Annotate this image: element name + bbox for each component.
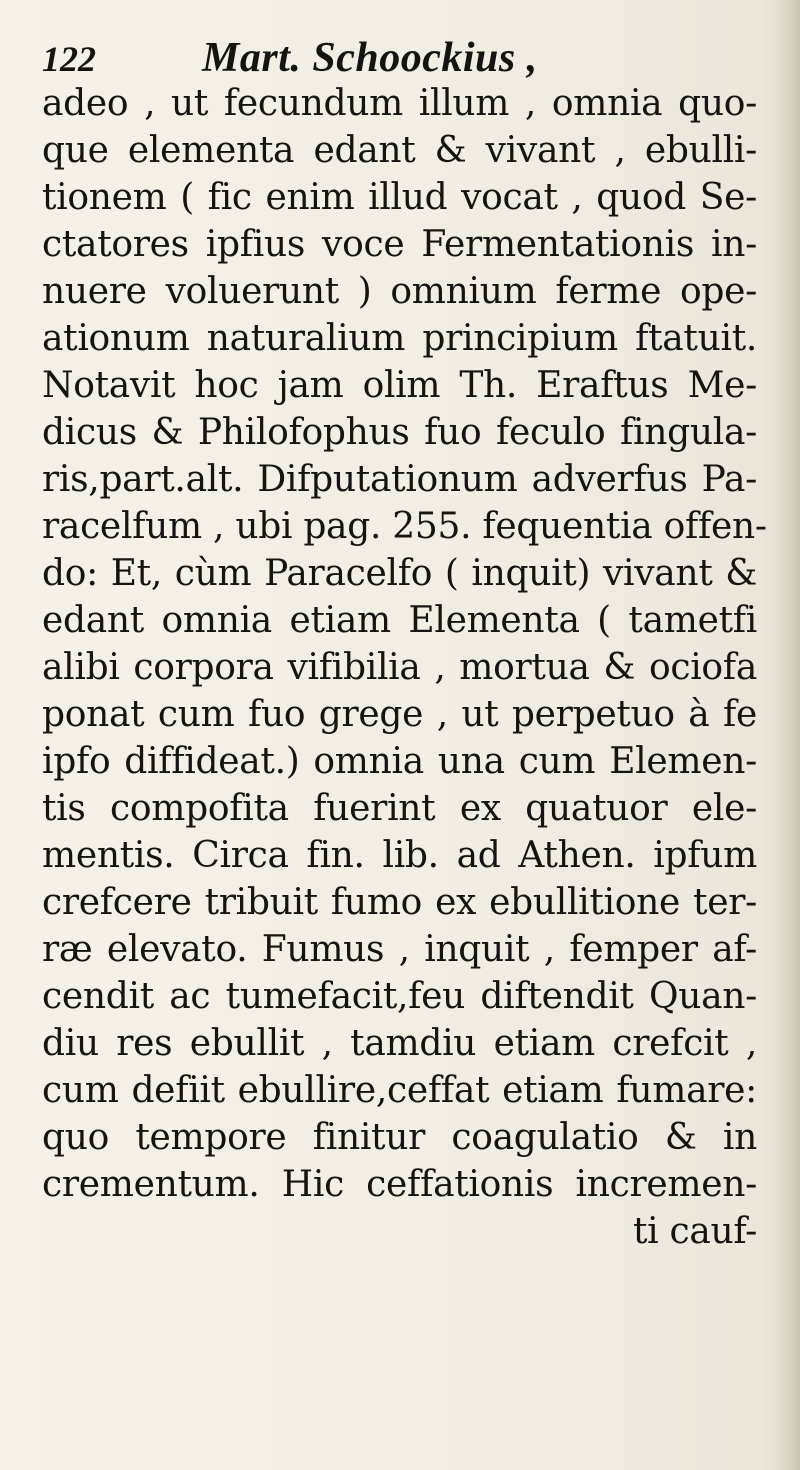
- text-line: racelfum , ubi pag. 255. fequentia offen-: [42, 506, 767, 547]
- text-line: diu res ebullit , tamdiu etiam crefcit ,: [42, 1023, 757, 1064]
- text-line: ræ elevato. Fumus , inquit , femper af-: [42, 929, 757, 970]
- text-line: do: Et, cùm Paracelfo ( inquit) vivant &: [42, 553, 757, 594]
- text-line: crementum. Hic ceffationis incremen-: [42, 1164, 757, 1205]
- page-edge-shadow: [774, 0, 800, 1470]
- text-line: adeo , ut fecundum illum , omnia quo-: [42, 83, 757, 124]
- text-line: cum defiit ebullire,ceffat etiam fumare:: [42, 1070, 757, 1111]
- text-line: alibi corpora vifibilia , mortua & ociofa: [42, 647, 757, 688]
- text-line: edant omnia etiam Elementa ( tametfi: [42, 600, 757, 641]
- text-line: que elementa edant & vivant , ebulli-: [42, 130, 757, 171]
- text-line: mentis. Circa fin. lib. ad Athen. ipfum: [42, 835, 757, 876]
- text-line: ris,part.alt. Difputationum adverfus Pa-: [42, 459, 757, 500]
- body-text: [42, 80, 767, 1255]
- text-line: crefcere tribuit fumo ex ebullitione ter-: [42, 882, 757, 923]
- text-line: ctatores ipfius voce Fermentationis in-: [42, 224, 757, 265]
- text-line: cendit ac tumefacit,feu diftendit Quan-: [42, 976, 757, 1017]
- text-line: ationum naturalium principium ftatuit.: [42, 318, 757, 359]
- text-line: Notavit hoc jam olim Th. Eraftus Me-: [42, 365, 757, 406]
- text-line: dicus & Philofophus fuo feculo fingula-: [42, 412, 757, 453]
- page-number: 122: [42, 39, 96, 79]
- text-line: quo tempore finitur coagulatio & in: [42, 1117, 757, 1158]
- text-line: ponat cum fuo grege , ut perpetuo à fe: [42, 694, 757, 735]
- text-line: tionem ( fic enim illud vocat , quod Se-: [42, 177, 757, 218]
- text-line: ipfo diffideat.) omnia una cum Elemen-: [42, 741, 757, 782]
- running-head: Mart. Schoockius ,: [202, 35, 538, 81]
- text-line: tis compofita fuerint ex quatuor ele-: [42, 788, 757, 829]
- catchword: ti cauf-: [632, 1211, 757, 1252]
- text-line: nuere voluerunt ) omnium ferme ope-: [42, 271, 757, 312]
